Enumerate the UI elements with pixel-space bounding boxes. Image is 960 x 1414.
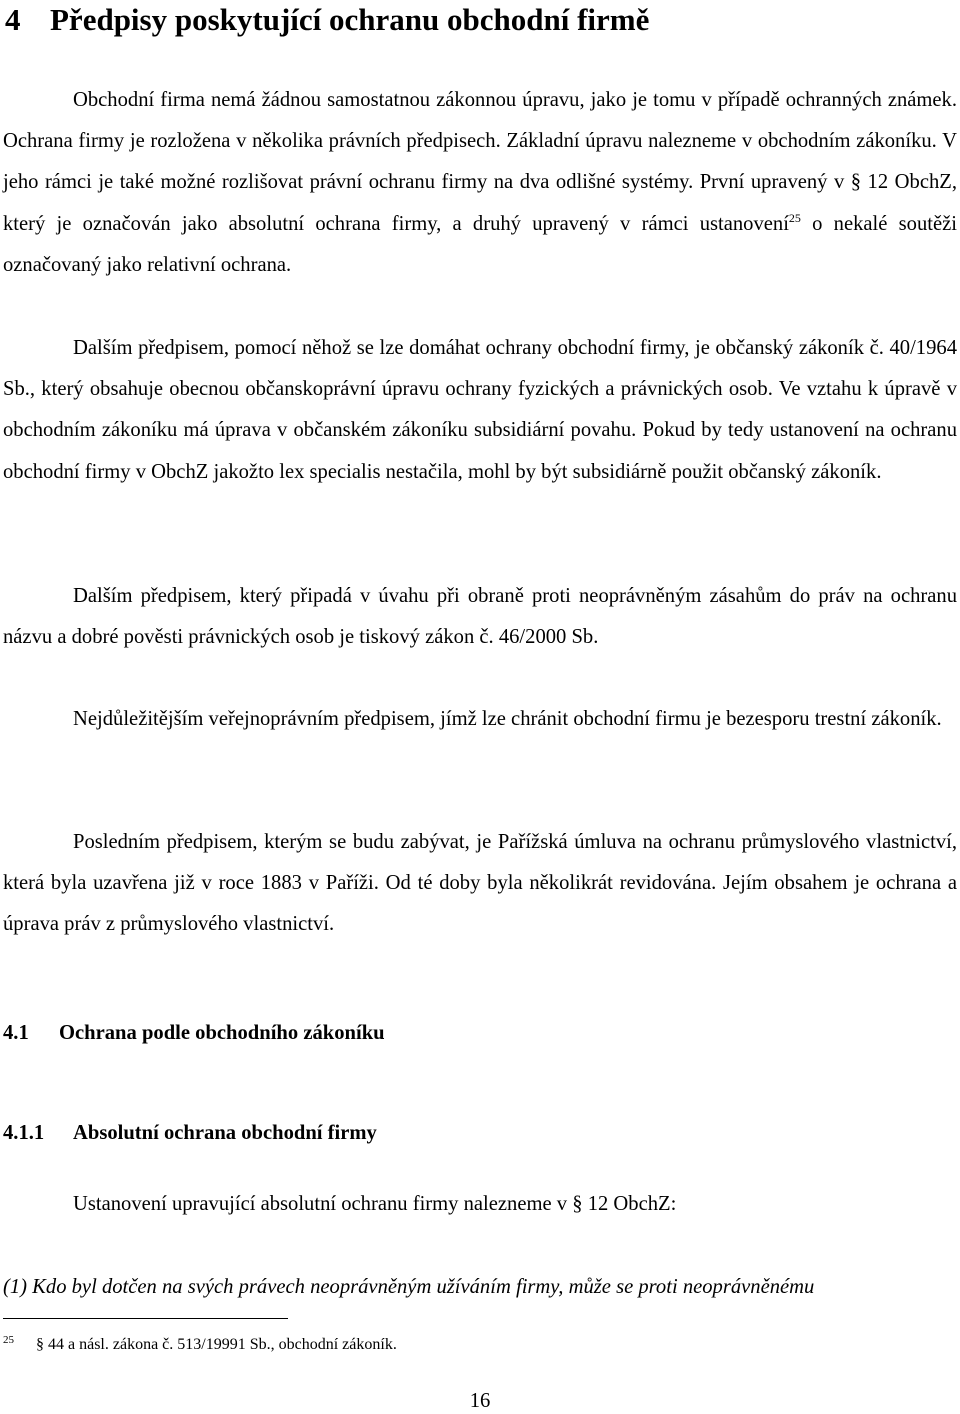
footnote-separator: [3, 1318, 288, 1319]
paragraph-4: [3, 699, 957, 740]
chapter-heading: [5, 2, 649, 38]
page-number: 16: [469, 1390, 491, 1412]
paragraph-1-text-b: o nekalé soutěži označovaný jako relativní ochrana.: [3, 212, 957, 276]
paragraph-5-text: Posledním předpisem, kterým se budu zabývat, je Pařížská úmluva na ochranu průmyslového vlastnictví, která byla uzavřena již v roce 1883 v Paříži. Od té doby byla několikrát revidována. Jejím obsahem je ochrana a úprava práv z průmyslového vlastnictví.: [3, 831, 957, 936]
paragraph-3-text: Dalším předpisem, který připadá v úvahu při obraně proti neoprávněným zásahům do práv na ochranu názvu a dobré pověsti právnických osob je tiskový zákon č. 46/2000 Sb.: [3, 585, 957, 649]
footnote-reference: 25: [788, 210, 801, 225]
section-number: 4.1: [3, 1022, 29, 1044]
section-heading-4-1-1: [3, 1120, 377, 1146]
paragraph-1-text-a: Obchodní firma nemá žádnou samostatnou zákonnou úpravu, jako je tomu v případě ochranných známek. Ochrana firmy je rozložena v několika právních předpisech. Základní úpravu nalezneme v obchodním zákoníku. V jeho rámci je také možné rozlišovat právní ochranu firmy na dva odlišné systémy. První upravený v § 12 ObchZ, který je označován jako absolutní ochrana firmy, a druhý upravený v rámci ustanovení: [3, 89, 957, 235]
paragraph-3: [3, 576, 957, 658]
paragraph-5: [3, 822, 957, 946]
paragraph-6-text: Ustanovení upravující absolutní ochranu firmy nalezneme v § 12 ObchZ:: [73, 1193, 677, 1215]
chapter-title: Předpisy poskytující ochranu obchodní firmě: [50, 2, 650, 37]
subsection-title: Absolutní ochrana obchodní firmy: [73, 1122, 377, 1144]
footnote-text: § 44 a násl. zákona č. 513/19991 Sb., obchodní zákoník.: [36, 1336, 397, 1353]
law-quote: (1) Kdo byl dotčen na svých právech neoprávněným užíváním firmy, může se proti neoprávněnému: [3, 1276, 815, 1298]
paragraph-2: [3, 328, 957, 493]
paragraph-4-text: Nejdůležitějším veřejnoprávním předpisem, jímž lze chránit obchodní firmu je bezesporu trestní zákoník.: [73, 708, 942, 730]
section-title: Ochrana podle obchodního zákoníku: [59, 1022, 385, 1044]
footnote: 25 § 44 a násl. zákona č. 513/19991 Sb., obchodní zákoník.: [3, 1333, 397, 1353]
paragraph-6: [3, 1184, 957, 1225]
section-heading-4-1: [3, 1020, 385, 1046]
paragraph-2-text: Dalším předpisem, pomocí něhož se lze domáhat ochrany obchodní firmy, je občanský zákoník č. 40/1964 Sb., který obsahuje obecnou občanskoprávní úpravu ochrany fyzických a právnických osob. Ve vztahu k úpravě v obchodním zákoníku má úprava v občanském zákoníku subsidiární povahu. Pokud by tedy ustanovení na ochranu obchodní firmy v ObchZ jakožto lex specialis nestačila, mohl by být subsidiárně použit občanský zákoník.: [3, 337, 957, 483]
subsection-number: 4.1.1: [3, 1122, 45, 1144]
paragraph-1: [3, 80, 957, 286]
chapter-number: 4: [5, 2, 21, 37]
